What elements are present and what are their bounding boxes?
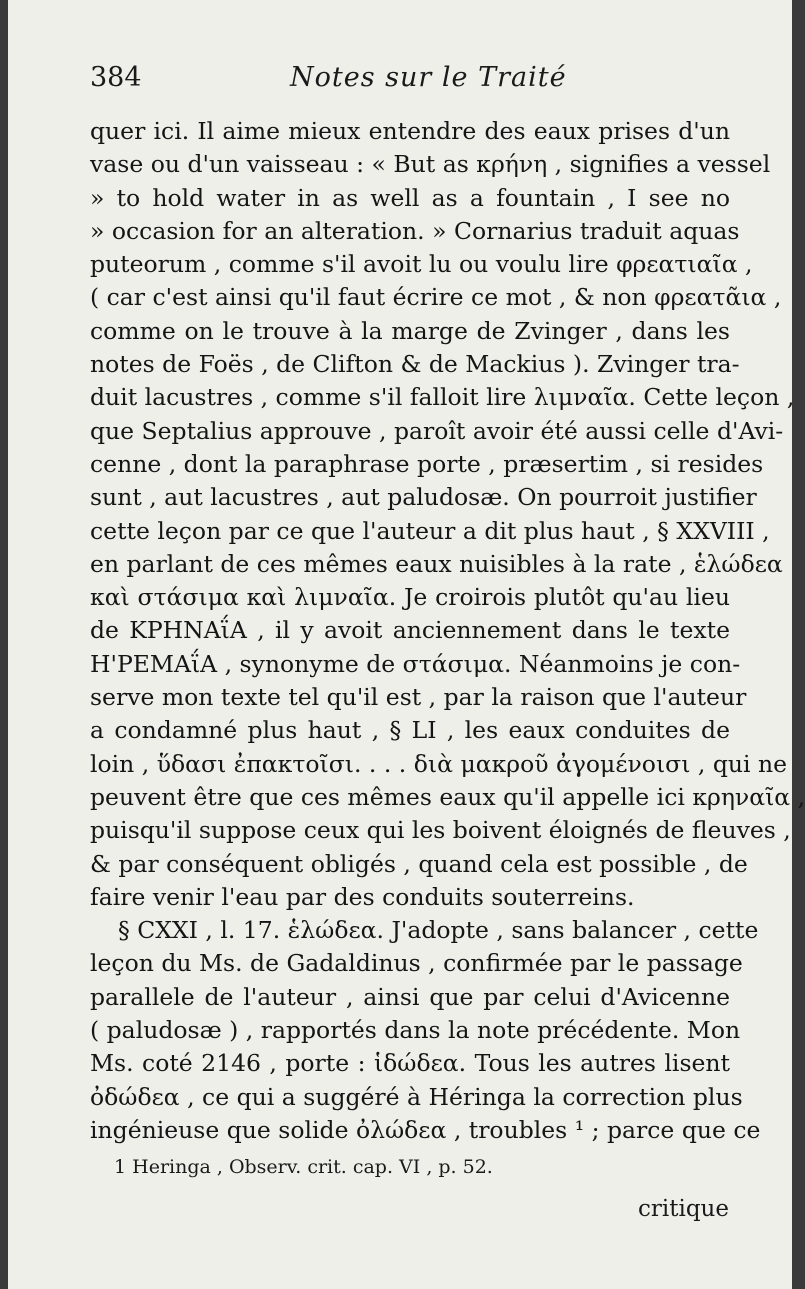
text-line: en parlant de ces mêmes eaux nuisibles à la rate , ἑλώδεα [90, 549, 783, 578]
text-line: cenne , dont la paraphrase porte , præsertim , si resides [90, 449, 764, 478]
text-line: loin , ὕδασι ἐπακτοῖσι. . . . διὰ μακροῦ ἀγομένοισι , qui ne [90, 749, 788, 778]
text-line: » to hold water in as well as a fountain , I see no [90, 183, 730, 212]
book-page [8, 0, 805, 1289]
footnote: 1 Heringa , Observ. crit. cap. VI , p. 52. [114, 1156, 493, 1178]
text-line: peuvent être que ces mêmes eaux qu'il appelle ici κρηναῖα , [90, 782, 805, 811]
page-header [90, 62, 730, 102]
text-line: notes de Foës , de Clifton & de Mackius ). Zvinger tra- [90, 350, 740, 379]
text-line: ὀδώδεα , ce qui a suggéré à Héringa la correction plus [90, 1082, 743, 1111]
text-line: καὶ στάσιμα καὶ λιμναῖα. Je croirois plutôt qu'au lieu [90, 583, 730, 612]
text-line: leçon du Ms. de Gadaldinus , confirmée par le passage [90, 949, 743, 978]
text-line: vase ou d'un vaisseau : « But as κρήνη , signifies a vessel [90, 150, 771, 179]
text-line: » occasion for an alteration. » Cornarius traduit aquas [90, 216, 740, 245]
text-line: ( car c'est ainsi qu'il faut écrire ce mot , & non φρεατᾶια , [90, 283, 782, 312]
text-line: faire venir l'eau par des conduits souterreins. [90, 882, 635, 911]
text-line: sunt , aut lacustres , aut paludosæ. On pourroit justifier [90, 483, 757, 512]
catchword: critique [638, 1196, 729, 1222]
text-line: puisqu'il suppose ceux qui les boivent éloignés de fleuves , [90, 816, 791, 845]
text-line: serve mon texte tel qu'il est , par la raison que l'auteur [90, 683, 747, 712]
text-line: & par conséquent obligés , quand cela est possible , de [90, 849, 748, 878]
text-line: a condamné plus haut , § LI , les eaux conduites de [90, 716, 730, 745]
running-title: Notes sur le Traité [290, 62, 567, 93]
text-line: quer ici. Il aime mieux entendre des eaux prises d'un [90, 117, 730, 145]
text-line: puteorum , comme s'il avoit lu ou voulu lire φρεατιαῖα , [90, 250, 753, 279]
text-line: de ΚΡΗΝΑΐΑ , il y avoit anciennement dans le texte [90, 616, 730, 645]
text-line: parallele de l'auteur , ainsi que par celui d'Avicenne [90, 982, 730, 1011]
page-number: 384 [90, 62, 142, 93]
text-line: cette leçon par ce que l'auteur a dit plus haut , § XXVIII , [90, 516, 770, 545]
text-line: ( paludosæ ) , rapportés dans la note précédente. Mon [90, 1016, 741, 1045]
text-line: Η'ΡΕΜΑΐΑ , synonyme de στάσιμα. Néanmoins je con- [90, 649, 741, 678]
text-line: duit lacustres , comme s'il falloit lire λιμναῖα. Cette leçon , [90, 383, 795, 412]
text-line: § CXXI , l. 17. ἑλώδεα. J'adopte , sans balancer , cette [118, 916, 759, 945]
text-line: comme on le trouve à la marge de Zvinger , dans les [90, 316, 730, 345]
text-line: que Septalius approuve , paroît avoir été aussi celle d'Avi- [90, 416, 784, 445]
text-line: Ms. coté 2146 , porte : ἱδώδεα. Tous les autres lisent [90, 1049, 730, 1078]
text-line: ingénieuse que solide ὀλώδεα , troubles ¹ ; parce que ce [90, 1115, 761, 1144]
body-text [90, 115, 805, 1147]
